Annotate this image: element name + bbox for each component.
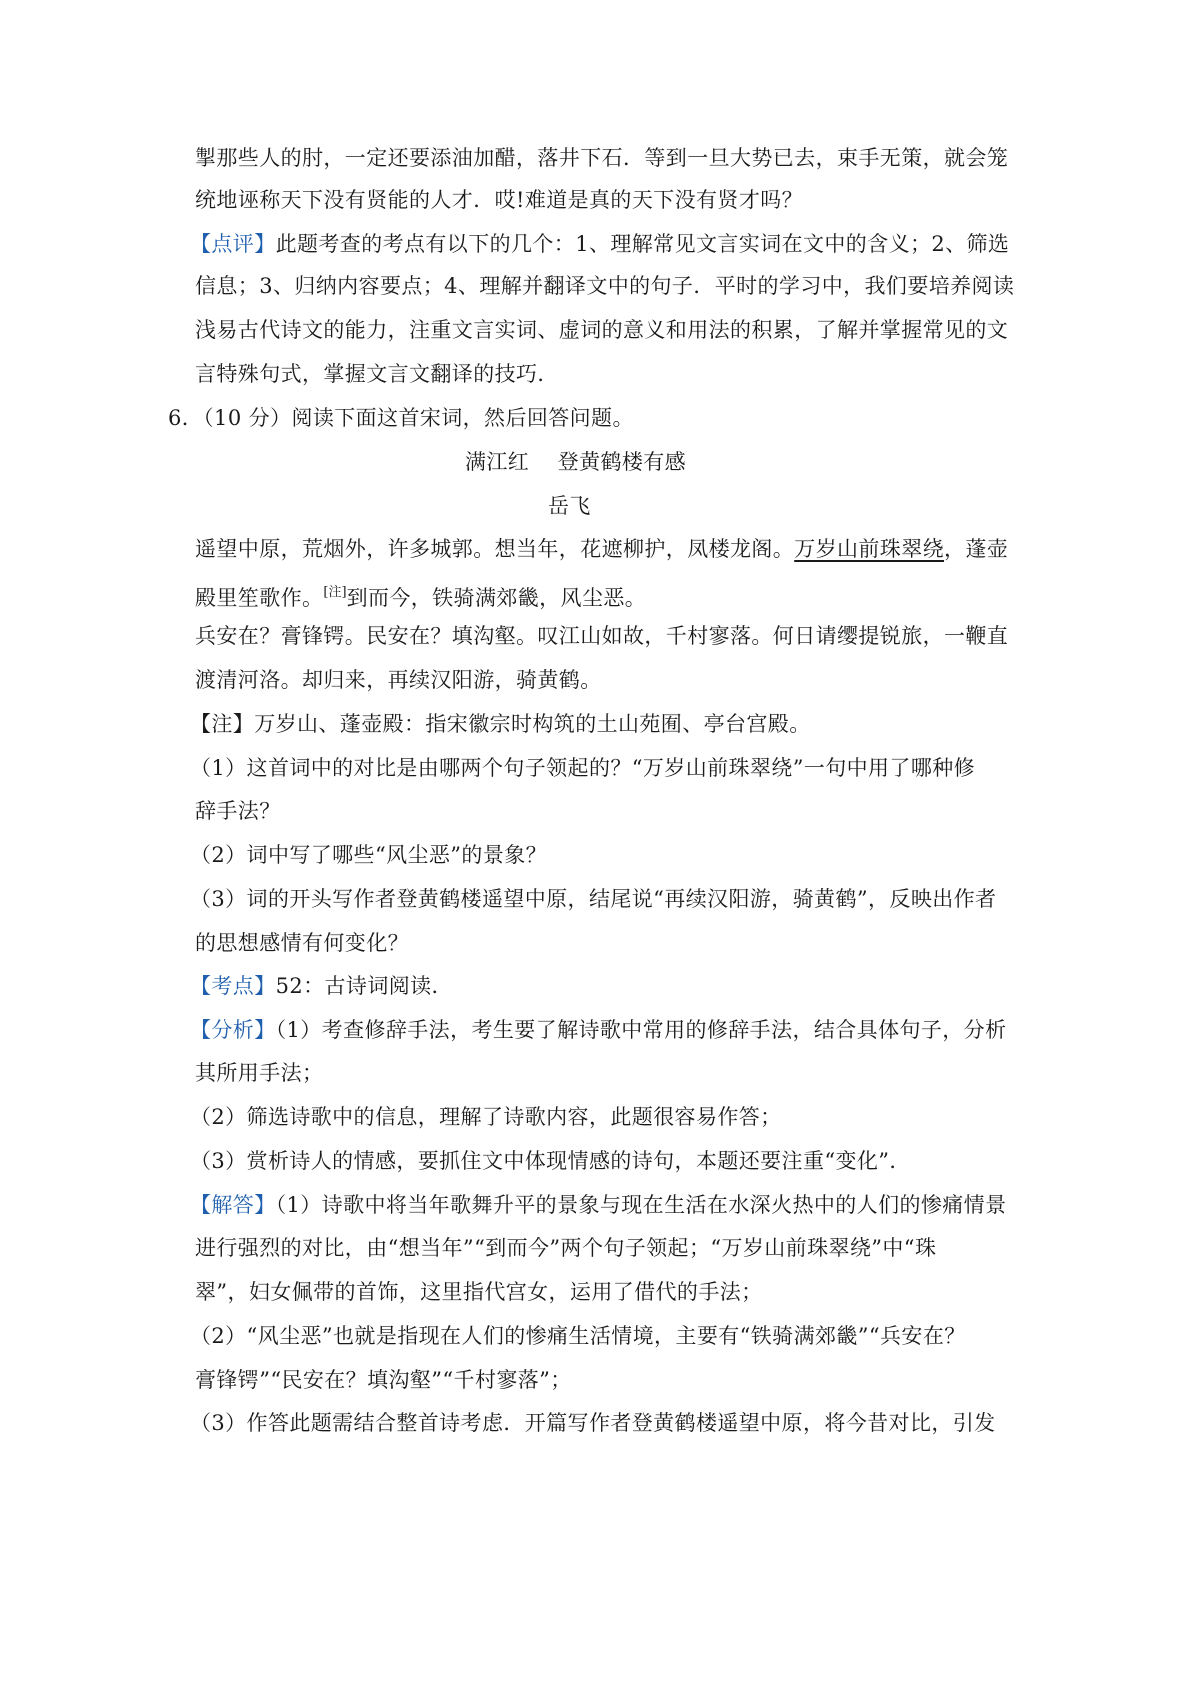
text-line: 掣那些人的肘，一定还要添油加醋，落井下石．等到一旦大势已去，束手无策，就会笼 <box>195 146 1009 170</box>
analysis-line: 【分析】（1）考查修辞手法，考生要了解诗歌中常用的修辞手法，结合具体句子，分析 <box>190 1018 1007 1042</box>
poem-line: 渡清河洛。却归来，再续汉阳游，骑黄鹤。 <box>195 668 602 692</box>
review-line: 言特殊句式，掌握文言文翻译的技巧． <box>195 362 559 386</box>
text-line: 统地诬称天下没有贤能的人才．哎!难道是真的天下没有贤才吗？ <box>195 188 804 212</box>
answer-line: （2）“风尘恶”也就是指现在人们的惨痛生活情境，主要有“铁骑满郊畿”“兵安在？ <box>190 1324 966 1348</box>
answer-tag: 【解答】 <box>190 1193 276 1217</box>
poem-line: 殿里笙歌作。[注]到而今，铁骑满郊畿，风尘恶。 <box>195 585 647 610</box>
answer-line: 翠”，妇女佩带的首饰，这里指代宫女，运用了借代的手法； <box>195 1280 763 1304</box>
answer-line: 【解答】（1）诗歌中将当年歌舞升平的景象与现在生活在水深火热中的人们的惨痛情景 <box>190 1193 1007 1217</box>
sub-question-2: （2）词中写了哪些“风尘恶”的景象？ <box>190 843 548 867</box>
question-intro: 6．（10 分）阅读下面这首宋词，然后回答问题。 <box>168 406 634 430</box>
answer-line: （3）作答此题需结合整首诗考虑．开篇写作者登黄鹤楼遥望中原，将今昔对比，引发 <box>190 1411 996 1435</box>
sub-question-3-cont: 的思想感情有何变化？ <box>195 931 409 955</box>
review-line: 【点评】此题考查的考点有以下的几个：1、理解常见文言实词在文中的含义；2、筛选 <box>190 232 1010 256</box>
note-marker: [注] <box>323 585 347 600</box>
sub-question-1-cont: 辞手法？ <box>195 799 281 823</box>
answer-line: 膏锋锷”“民安在？填沟壑”“千村寥落”； <box>195 1368 572 1392</box>
poem-line: 兵安在？膏锋锷。民安在？填沟壑。叹江山如故，千村寥落。何日请缨提锐旅，一鞭直 <box>195 624 1009 648</box>
poem-title: 满江红 登黄鹤楼有感 <box>465 450 687 474</box>
poem-line: 遥望中原，荒烟外，许多城郭。想当年，花遮柳护，凤楼龙阁。万岁山前珠翠绕，蓬壶 <box>195 537 1009 561</box>
review-line: 信息；3、归纳内容要点；4、理解并翻译文中的句子．平时的学习中，我们要培养阅读 <box>195 274 1015 298</box>
analysis-line: 其所用手法； <box>195 1061 324 1085</box>
review-tag: 【点评】 <box>190 232 276 256</box>
sub-question-3: （3）词的开头写作者登黄鹤楼遥望中原，结尾说“再续汉阳游，骑黄鹤”，反映出作者 <box>190 887 997 911</box>
analysis-tag: 【分析】 <box>190 1018 276 1042</box>
kaodian-line: 【考点】52：古诗词阅读． <box>190 974 453 998</box>
poem-author: 岳飞 <box>548 494 591 518</box>
kaodian-tag: 【考点】 <box>190 974 276 998</box>
analysis-line: （2）筛选诗歌中的信息，理解了诗歌内容，此题很容易作答； <box>190 1105 782 1129</box>
underlined-phrase: 万岁山前珠翠绕 <box>794 537 945 561</box>
answer-line: 进行强烈的对比，由“想当年”“到而今”两个句子领起；“万岁山前珠翠绕”中“珠 <box>195 1236 937 1260</box>
poem-note: 【注】万岁山、蓬壶殿：指宋徽宗时构筑的土山苑囿、亭台宫殿。 <box>190 712 811 736</box>
analysis-line: （3）赏析诗人的情感，要抓住文中体现情感的诗句，本题还要注重“变化”． <box>190 1149 911 1173</box>
review-line: 浅易古代诗文的能力，注重文言实词、虚词的意义和用法的积累，了解并掌握常见的文 <box>195 318 1009 342</box>
sub-question-1: （1）这首词中的对比是由哪两个句子领起的？“万岁山前珠翠绕”一句中用了哪种修 <box>190 756 976 780</box>
